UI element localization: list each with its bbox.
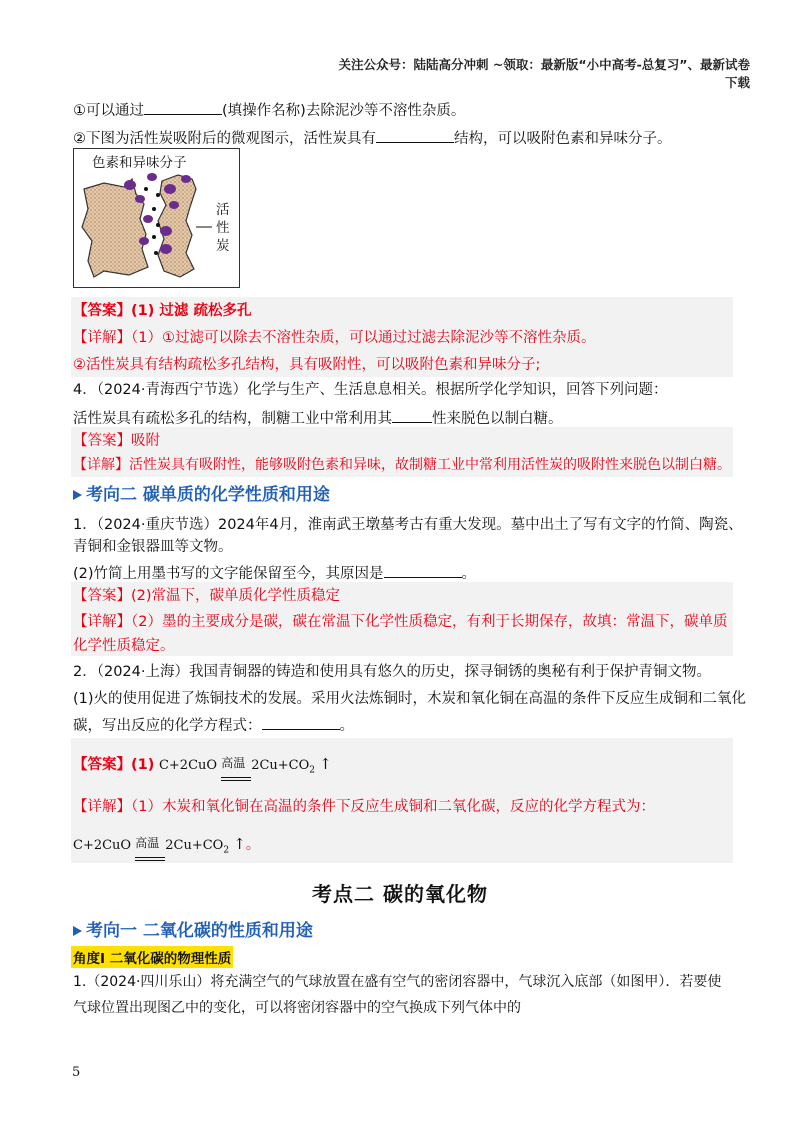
chemical-equation (159, 754, 332, 781)
answer-blank[interactable] (144, 98, 222, 115)
question-line (73, 713, 354, 736)
label-char: 性 (216, 220, 230, 236)
question-line (73, 126, 672, 149)
heading-text: 考向一 二氧化碳的性质和用途 (86, 921, 313, 941)
answer-line (73, 754, 332, 781)
triangle-icon (73, 490, 82, 500)
question-line: 气球位置出现图乙中的变化，可以将密闭容器中的空气换成下列气体中的 (73, 1000, 521, 1016)
answer-text: 【答案】(1) 过滤 疏松多孔 (73, 303, 252, 319)
text: (2)竹简上用墨书写的文字能保留至今，其原因是 (73, 566, 384, 582)
activated-carbon-figure (73, 148, 240, 288)
text: 结构，可以吸附色素和异味分子。 (454, 131, 672, 147)
answer-blank[interactable] (262, 713, 340, 730)
answer-text: 【答案】吸附 (73, 433, 160, 449)
question-line: 青铜和金银器皿等文物。 (73, 539, 233, 555)
figure-label-carbon (216, 201, 230, 255)
page-header: 关注公众号：陆陆高分冲刺 ~领取：最新版“小中高考-总复习”、最新试卷下载 (338, 57, 750, 90)
text: 性来脱色以制白糖。 (432, 411, 563, 427)
subscript: 2 (223, 845, 230, 856)
equals-line (221, 777, 251, 781)
products: 2Cu+CO (165, 838, 224, 853)
text: (填操作名称)去除泥沙等不溶性杂质。 (222, 103, 466, 119)
detail-text: 化学性质稳定。 (73, 638, 175, 654)
question-line: 2．（2024·上海）我国青铜器的铸造和使用具有悠久的历史，探寻铜锈的奥秘有利于保护青铜文物。 (73, 664, 711, 680)
condition-text: 高温 (221, 756, 246, 770)
detail-text: 【详解】（1）①过滤可以除去不溶性杂质，可以通过过滤去除泥沙等不溶性杂质。 (73, 330, 596, 346)
text: 。 (461, 566, 477, 582)
reactants: C+2CuO (73, 838, 132, 853)
reactants: C+2CuO (158, 758, 218, 773)
heading-text: 考向二 碳单质的化学性质和用途 (86, 485, 330, 505)
section-heading (73, 916, 313, 941)
text: 。 (339, 718, 354, 734)
answer-line (73, 834, 260, 861)
answer-text: 【答案】(2)常温下，碳单质化学性质稳定 (73, 588, 341, 604)
triangle-icon (73, 926, 82, 936)
question-line (73, 561, 476, 584)
text: 活性炭具有疏松多孔的结构，制糖工业中常利用其 (73, 411, 392, 427)
answer-blank[interactable] (384, 561, 462, 578)
subscript: 2 (309, 765, 316, 776)
answer-blank[interactable] (392, 406, 432, 423)
text: 碳，写出反应的化学方程式： (73, 718, 262, 734)
products: 2Cu+CO (251, 758, 310, 773)
label-char: 活 (216, 202, 230, 218)
detail-text: 【详解】（2）墨的主要成分是碳，碳在常温下化学性质稳定，有利于长期保存，故填：常温下，碳单质 (73, 614, 728, 630)
detail-text: 【详解】（1）木炭和氧化铜在高温的条件下反应生成铜和二氧化碳，反应的化学方程式为： (73, 799, 655, 815)
equals-line (135, 857, 165, 861)
answer-blank[interactable] (376, 126, 454, 143)
gas-arrow: ↑ (233, 835, 246, 853)
text: ①可以通过 (73, 103, 144, 119)
chemical-equation (73, 834, 246, 861)
question-line: 1.（2024·四川乐山）将充满空气的气球放置在盛有空气的密闭容器中，气球沉入底部（如图甲）．若要使 (73, 974, 722, 990)
text: ②下图为活性炭吸附后的微观图示，活性炭具有 (73, 131, 376, 147)
condition-text: 高温 (135, 836, 160, 850)
detail-text: ②活性炭具有结构疏松多孔结构，具有吸附性，可以吸附色素和异味分子; (73, 357, 541, 373)
question-line: 4．（2024·青海西宁节选）化学与生产、生活息息相关。根据所学化学知识，回答下列问题： (73, 382, 668, 398)
angle-tag: 角度Ⅰ 二氧化碳的物理性质 (71, 946, 233, 968)
section-heading (73, 480, 330, 505)
question-line: (1)火的使用促进了炼铜技术的发展。采用火法炼铜时，木炭和氧化铜在高温的条件下反应生成铜和二氧化 (73, 691, 747, 707)
page-number: 5 (72, 1065, 81, 1080)
question-line (73, 98, 465, 121)
detail-text: 【详解】活性炭具有吸附性，能够吸附色素和异味，故制糖工业中常利用活性炭的吸附性来脱色以制白糖。 (73, 457, 731, 473)
question-line: 1．（2024·重庆节选）2024年4月，淮南武王墩墓考古有重大发现。墓中出土了写有文字的竹简、陶瓷、 (73, 517, 743, 533)
gas-arrow: ↑ (319, 755, 332, 773)
section-title: 考点二 碳的氧化物 (312, 882, 488, 906)
answer-label: 【答案】(1) (73, 757, 155, 773)
text: 。 (245, 837, 261, 853)
carbon-micro-illustration (74, 149, 239, 287)
figure-label-molecules: 色素和异味分子 (92, 155, 187, 171)
question-line (73, 406, 563, 429)
label-char: 炭 (216, 238, 230, 254)
